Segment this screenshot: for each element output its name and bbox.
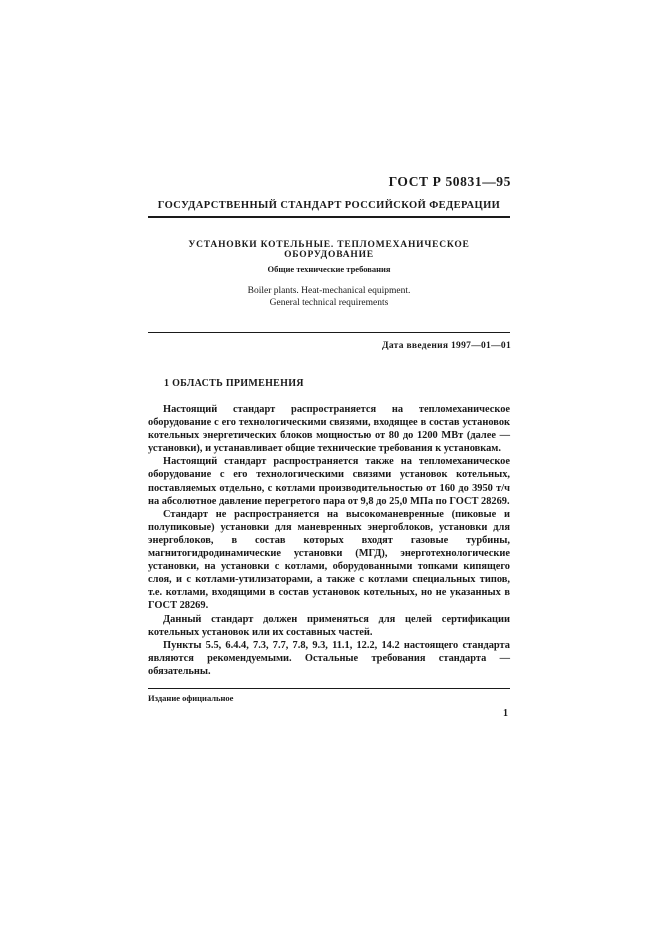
- paragraph: Настоящий стандарт распространяется на тепломеханическое оборудование с его технологическими связями, входящее в состав установок котельных энергетических блоков мощностью от 80 до 1200 МВт (далее — установки), и устанавливает общие технические требования к установкам.: [148, 404, 510, 455]
- english-title-line: General technical requirements: [269, 298, 389, 308]
- section-heading: 1 ОБЛАСТЬ ПРИМЕНЕНИЯ: [164, 378, 304, 389]
- paragraph: Пункты 5.5, 6.4.4, 7.3, 7.7, 7.8, 9.3, 11.1, 12.2, 14.2 настоящего стандарта являются рекомендуемыми. Остальные требования стандарта — обязательны.: [148, 639, 510, 677]
- intro-date: Дата введения 1997—01—01: [382, 341, 511, 351]
- top-divider: [148, 332, 510, 333]
- paragraph: Данный стандарт должен применяться для целей сертификации котельных установок или их составных частей.: [148, 613, 510, 638]
- state-standard-heading: ГОСУДАРСТВЕННЫЙ СТАНДАРТ РОССИЙСКОЙ ФЕДЕРАЦИИ: [148, 200, 510, 218]
- paragraph: Настоящий стандарт распространяется также на тепломеханическое оборудование с его технологическими связями установок котельных, поставляемых отдельно, с котлами производительностью от 160 до 3950 т/ч на абсолютное давление перегретого пара от 9,8 до 25,0 МПа по ГОСТ 28269.: [148, 456, 510, 507]
- paragraph: Стандарт не распространяется на высокоманевренные (пиковые и полупиковые) установки для маневренных энергоблоков, установки для энергоблоков, в состав которых входят газовые турбины, магнитогидродинамические установки (МГД), энерготехнологические установки, на установки с котлами, оборудованными топками кипящего слоя, и с котлами-утилизаторами, а также с котлами специальных типов, т.е. котлами, входящими в состав установок котельных, но не указанных в ГОСТ 28269.: [148, 508, 510, 612]
- page-number: 1: [503, 708, 508, 719]
- english-title: [148, 285, 510, 309]
- english-title-line: Boiler plants. Heat-mechanical equipment.: [247, 286, 411, 296]
- bottom-divider: [148, 688, 510, 689]
- document-title: УСТАНОВКИ КОТЕЛЬНЫЕ. ТЕПЛОМЕХАНИЧЕСКОЕ ОБОРУДОВАНИЕ: [188, 240, 470, 260]
- gost-code: ГОСТ Р 50831—95: [388, 174, 511, 189]
- section-body: [148, 403, 510, 678]
- document-subtitle: Общие технические требования: [267, 264, 391, 274]
- edition-note: Издание официальное: [148, 693, 234, 703]
